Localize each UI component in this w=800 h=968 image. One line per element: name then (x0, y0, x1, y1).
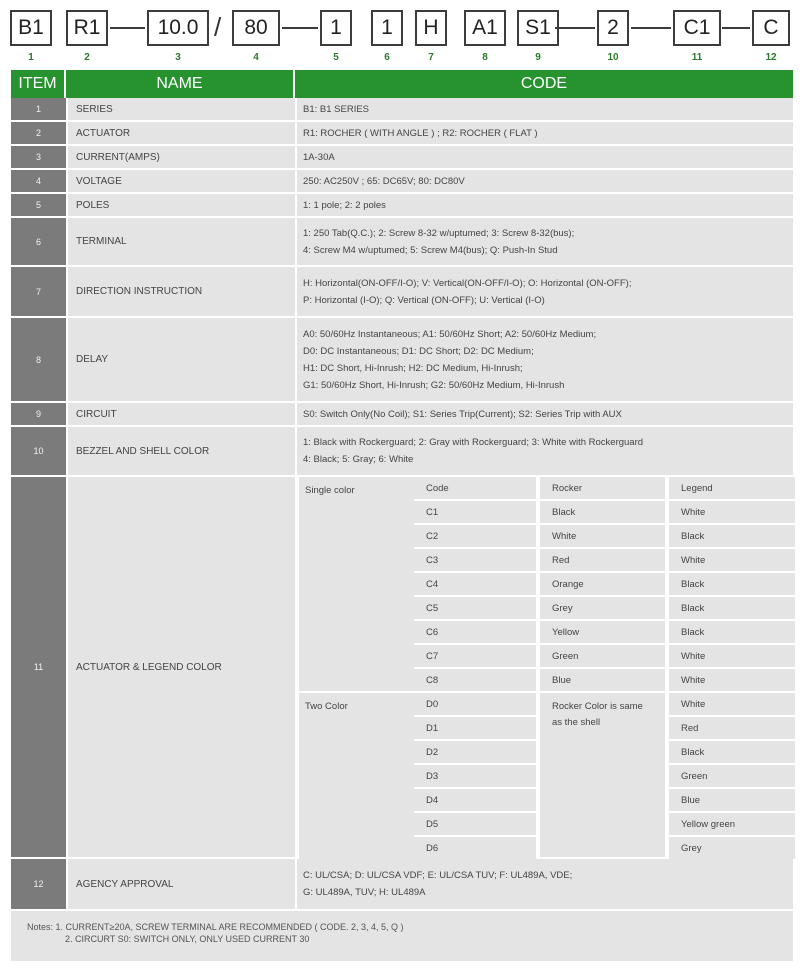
code-segment-index-11: 11 (691, 52, 703, 63)
single-legend-cell: Black (669, 525, 795, 547)
col-header-legend: Legend (669, 477, 795, 499)
single-rocker-cell: Black (540, 501, 665, 523)
table-row (11, 146, 793, 170)
row-item-number: 9 (11, 403, 66, 427)
code-segment-index-9: 9 (535, 52, 541, 63)
col-header-rocker: Rocker (540, 477, 665, 499)
two-code-cell: D4 (414, 789, 536, 811)
row-name: CURRENT(AMPS) (66, 146, 295, 170)
table-row (11, 318, 793, 403)
code-line: H: Horizontal(ON-OFF/I-O); V: Vertical(ON-OFF/I-O); O: Horizontal (ON-OFF); (303, 277, 632, 289)
slash-separator: / (214, 12, 222, 42)
code-segment-6: 1 (371, 10, 403, 46)
code-line: 1A-30A (303, 151, 335, 163)
two-color-group-label: Two Color (299, 693, 414, 859)
connector-dash (555, 27, 595, 29)
row-code (295, 403, 793, 427)
row-name: ACTUATOR & LEGEND COLOR (66, 477, 295, 859)
code-segment-9: S1 (517, 10, 559, 46)
two-code-cell: D3 (414, 765, 536, 787)
code-line: R1: ROCHER ( WITH ANGLE ) ; R2: ROCHER ( FLAT ) (303, 127, 538, 139)
single-code-cell: C7 (414, 645, 536, 667)
single-rocker-cell: Green (540, 645, 665, 667)
row-item-number: 4 (11, 170, 66, 194)
code-line: 4: Screw M4 w/uptumed; 5: Screw M4(bus); Q: Push-In Stud (303, 244, 558, 256)
single-code-cell: C1 (414, 501, 536, 523)
table-row (11, 218, 793, 267)
code-line: 1: 250 Tab(Q.C.); 2: Screw 8-32 w/uptumed; 3: Screw 8-32(bus); (303, 227, 575, 239)
table-row-actuator-legend-color (11, 477, 793, 859)
table-row (11, 122, 793, 146)
row-name: BEZZEL AND SHELL COLOR (66, 427, 295, 477)
two-code-cell: D0 (414, 693, 536, 715)
code-segment-1: B1 (10, 10, 52, 46)
header-code: CODE (295, 70, 793, 98)
row-code (295, 194, 793, 218)
code-segment-7: H (415, 10, 447, 46)
code-segment-index-10: 10 (607, 52, 619, 63)
single-legend-cell: Black (669, 621, 795, 643)
table-row (11, 194, 793, 218)
single-rocker-cell: Yellow (540, 621, 665, 643)
single-legend-cell: Black (669, 597, 795, 619)
two-legend-cell: White (669, 693, 795, 715)
single-rocker-cell: Grey (540, 597, 665, 619)
code-line: P: Horizontal (I-O); Q: Vertical (ON-OFF); U: Vertical (I-O) (303, 294, 545, 306)
single-color-group-label: Single color (299, 477, 414, 691)
two-legend-cell: Green (669, 765, 795, 787)
single-legend-cell: White (669, 669, 795, 691)
single-legend-cell: Black (669, 573, 795, 595)
single-code-cell: C5 (414, 597, 536, 619)
single-rocker-cell: Orange (540, 573, 665, 595)
code-segment-10: 2 (597, 10, 629, 46)
code-line: S0: Switch Only(No Coil); S1: Series Trip(Current); S2: Series Trip with AUX (303, 408, 622, 420)
code-line: G1: 50/60Hz Short, Hi-Inrush; G2: 50/60Hz Medium, Hi-Inrush (303, 379, 565, 391)
two-legend-cell: Red (669, 717, 795, 739)
code-segment-5: 1 (320, 10, 352, 46)
row-name: DELAY (66, 318, 295, 403)
code-segment-8: A1 (464, 10, 506, 46)
code-segment-3: 10.0 (147, 10, 209, 46)
code-line: 4: Black; 5: Gray; 6: White (303, 454, 414, 465)
row-code (295, 427, 793, 477)
row-code (295, 170, 793, 194)
two-code-cell: D6 (414, 837, 536, 859)
two-code-cell: D5 (414, 813, 536, 835)
row-code (295, 859, 793, 911)
two-legend-cell: Black (669, 741, 795, 763)
code-segment-index-8: 8 (482, 52, 488, 63)
row-item-number: 11 (11, 477, 66, 859)
row-item-number: 12 (11, 859, 66, 911)
code-line: 250: AC250V ; 65: DC65V; 80: DC80V (303, 175, 465, 187)
connector-dash (722, 27, 750, 29)
table-row (11, 427, 793, 477)
connector-dash (631, 27, 671, 29)
row-name: CIRCUIT (66, 403, 295, 427)
code-line: H1: DC Short, Hi-Inrush; H2: DC Medium, Hi-Inrush; (303, 362, 523, 374)
single-code-cell: C2 (414, 525, 536, 547)
two-legend-cell: Blue (669, 789, 795, 811)
row-name: DIRECTION INSTRUCTION (66, 267, 295, 318)
code-segment-12: C (752, 10, 790, 46)
code-segment-index-4: 4 (253, 52, 259, 63)
note-line-2: 2. CIRCURT S0: SWITCH ONLY, ONLY USED CURRENT 30 (65, 934, 310, 944)
code-line: A0: 50/60Hz Instantaneous; A1: 50/60Hz Short; A2: 50/60Hz Medium; (303, 328, 597, 340)
row-item-number: 2 (11, 122, 66, 146)
row-name: POLES (66, 194, 295, 218)
code-segment-index-1: 1 (28, 52, 34, 63)
row-name: SERIES (66, 98, 295, 122)
single-legend-cell: White (669, 645, 795, 667)
single-code-cell: C8 (414, 669, 536, 691)
row-item-number: 7 (11, 267, 66, 318)
row-code (295, 318, 793, 403)
code-segment-index-6: 6 (384, 52, 390, 63)
row-code (295, 122, 793, 146)
code-line: D0: DC Instantaneous; D1: DC Short; D2: DC Medium; (303, 345, 534, 357)
two-code-cell: D2 (414, 741, 536, 763)
row-name: TERMINAL (66, 218, 295, 267)
single-rocker-cell: White (540, 525, 665, 547)
code-line: C: UL/CSA; D: UL/CSA VDF; E: UL/CSA TUV; F: UL489A, VDE; (303, 870, 573, 881)
notes (11, 911, 793, 961)
table-row (11, 403, 793, 427)
two-legend-cell: Grey (669, 837, 795, 859)
table-row (11, 859, 793, 911)
connector-dash (282, 27, 318, 29)
code-segment-index-3: 3 (175, 52, 181, 63)
single-rocker-cell: Blue (540, 669, 665, 691)
row-item-number: 5 (11, 194, 66, 218)
single-legend-cell: White (669, 501, 795, 523)
code-segment-2: R1 (66, 10, 108, 46)
row-name: ACTUATOR (66, 122, 295, 146)
col-header-code: Code (414, 477, 536, 499)
row-code (295, 146, 793, 170)
code-segment-index-12: 12 (765, 52, 777, 63)
code-segment-index-7: 7 (428, 52, 434, 63)
row-item-number: 6 (11, 218, 66, 267)
row-item-number: 10 (11, 427, 66, 477)
row-code (295, 218, 793, 267)
header-name: NAME (66, 70, 295, 98)
table-header (11, 70, 793, 98)
table-row (11, 267, 793, 318)
two-code-cell: D1 (414, 717, 536, 739)
code-segment-index-2: 2 (84, 52, 90, 63)
color-subtable (295, 477, 793, 859)
row-name: AGENCY APPROVAL (66, 859, 295, 911)
row-code (295, 98, 793, 122)
code-segment-11: C1 (673, 10, 721, 46)
single-rocker-cell: Red (540, 549, 665, 571)
row-item-number: 1 (11, 98, 66, 122)
note-line-1: Notes: 1. CURRENT≥20A, SCREW TERMINAL ARE RECOMMENDED ( CODE. 2, 3, 4, 5, Q ) (27, 922, 404, 932)
row-item-number: 3 (11, 146, 66, 170)
table-row (11, 98, 793, 122)
row-name: VOLTAGE (66, 170, 295, 194)
code-line: 1: 1 pole; 2: 2 poles (303, 199, 386, 211)
header-item: ITEM (11, 70, 66, 98)
single-code-cell: C6 (414, 621, 536, 643)
code-line: B1: B1 SERIES (303, 103, 370, 115)
single-legend-cell: White (669, 549, 795, 571)
single-code-cell: C4 (414, 573, 536, 595)
code-line: 1: Black with Rockerguard; 2: Gray with Rockerguard; 3: White with Rockerguard (303, 437, 644, 448)
row-code (295, 267, 793, 318)
two-legend-cell: Yellow green (669, 813, 795, 835)
row-item-number: 8 (11, 318, 66, 403)
code-line: G: UL489A, TUV; H: UL489A (303, 887, 426, 898)
single-code-cell: C3 (414, 549, 536, 571)
connector-dash (110, 27, 145, 29)
table-row (11, 170, 793, 194)
two-color-rocker-note: Rocker Color is same as the shell (540, 693, 665, 857)
code-segment-4: 80 (232, 10, 280, 46)
code-segment-index-5: 5 (333, 52, 339, 63)
part-number-strip (0, 0, 800, 66)
